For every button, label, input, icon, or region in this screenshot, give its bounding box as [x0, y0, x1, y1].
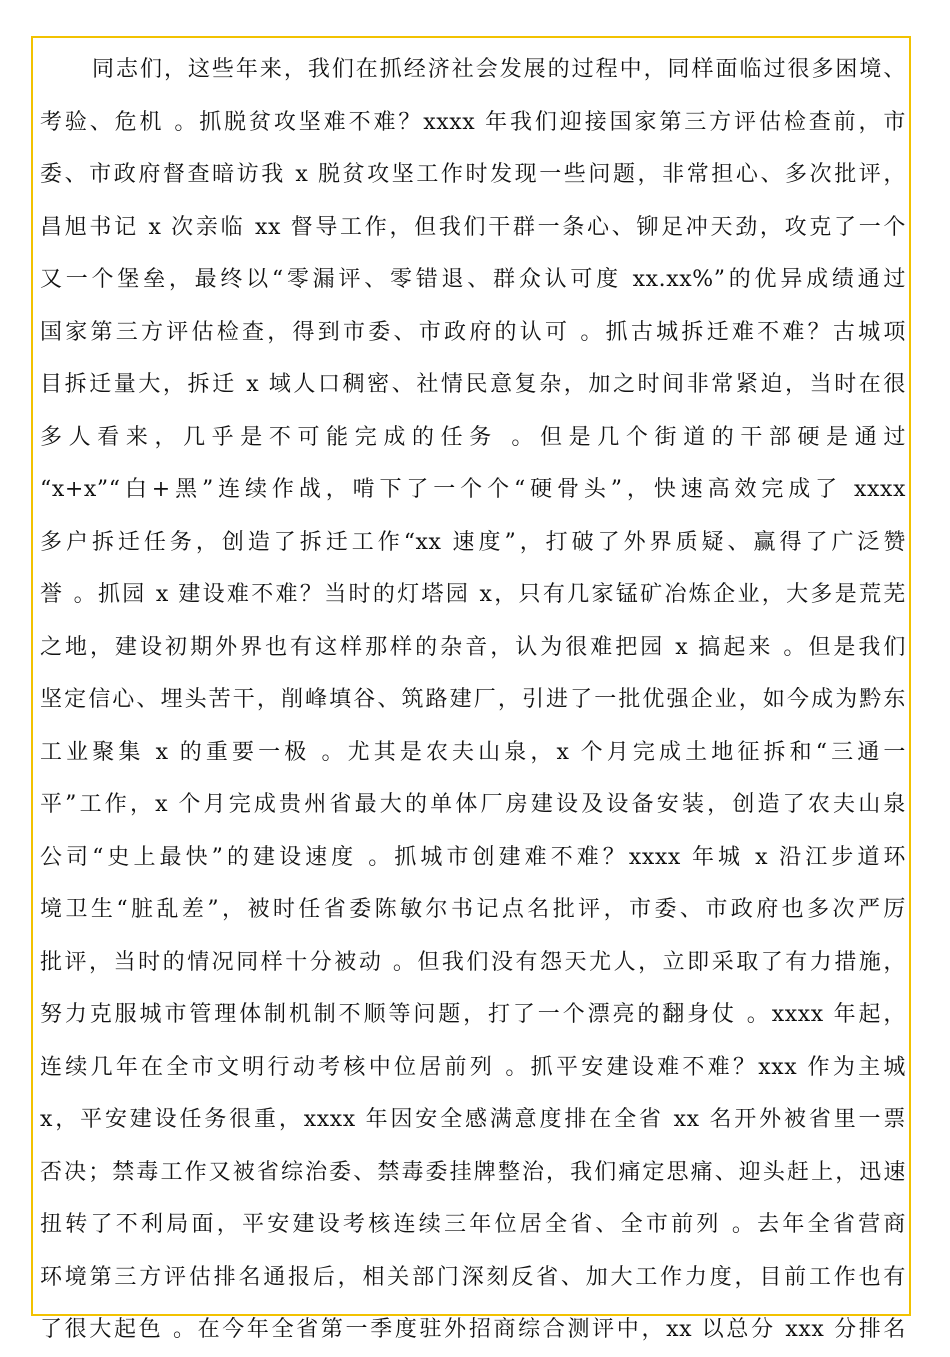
paragraph-line: 多户拆迁任务，创造了拆迁工作“xx 速度”，打破了外界质疑、赢得了广泛赞 [40, 529, 906, 555]
paragraph-line: 连续几年在全市文明行动考核中位居前列 。抓平安建设难不难？xxx 作为主城 [40, 1054, 906, 1080]
paragraph-line: 同志们，这些年来，我们在抓经济社会发展的过程中，同样面临过很多困境、 [92, 57, 906, 82]
paragraph-line: 多人看来，几乎是不可能完成的任务 。但是几个街道的干部硬是通过 [40, 424, 906, 450]
paragraph-line: 环境第三方评估排名通报后，相关部门深刻反省、加大工作力度，目前工作也有 [40, 1264, 906, 1290]
paragraph-line: 考验、危机 。抓脱贫攻坚难不难？xxxx 年我们迎接国家第三方评估检查前，市 [40, 109, 906, 135]
document-paragraph [40, 44, 906, 1357]
paragraph-line: 努力克服城市管理体制机制不顺等问题，打了一个漂亮的翻身仗 。xxxx 年起， [40, 1002, 906, 1027]
paragraph-line: 誉 。抓园 x 建设难不难？当时的灯塔园 x，只有几家锰矿冶炼企业，大多是荒芜 [40, 582, 906, 607]
paragraph-line: 坚定信心、埋头苦干，削峰填谷、筑路建厂，引进了一批优强企业，如今成为黔东 [40, 687, 906, 712]
paragraph-line: 批评，当时的情况同样十分被动 。但我们没有怨天尤人，立即采取了有力措施， [40, 949, 906, 975]
paragraph-line: 目拆迁量大，拆迁 x 域人口稠密、社情民意复杂，加之时间非常紧迫，当时在很 [40, 372, 906, 397]
paragraph-line: 境卫生“脏乱差”，被时任省委陈敏尔书记点名批评，市委、市政府也多次严厉 [40, 897, 906, 922]
paragraph-line: x，平安建设任务很重，xxxx 年因安全感满意度排在全省 xx 名开外被省里一票 [40, 1107, 906, 1132]
paragraph-line: 否决；禁毒工作又被省综治委、禁毒委挂牌整治，我们痛定思痛、迎头赶上，迅速 [40, 1159, 906, 1185]
paragraph-line: 扭转了不利局面，平安建设考核连续三年位居全省、全市前列 。去年全省营商 [40, 1212, 906, 1237]
paragraph-line: 平”工作，x 个月完成贵州省最大的单体厂房建设及设备安装，创造了农夫山泉 [40, 792, 906, 817]
paragraph-line: 委、市政府督查暗访我 x 脱贫攻坚工作时发现一些问题，非常担心、多次批评， [40, 162, 906, 187]
paragraph-line: “x+x”“白+黑”连续作战，啃下了一个个“硬骨头”，快速高效完成了 xxxx [40, 477, 906, 502]
paragraph-line: 公司“史上最快”的建设速度 。抓城市创建难不难？xxxx 年城 x 沿江步道环 [40, 844, 906, 870]
paragraph-line: 工业聚集 x 的重要一极 。尤其是农夫山泉，x 个月完成土地征拆和“三通一 [40, 739, 906, 765]
paragraph-line: 又一个堡垒，最终以“零漏评、零错退、群众认可度 xx.xx%”的优异成绩通过 [40, 267, 906, 292]
paragraph-line: 之地，建设初期外界也有这样那样的杂音，认为很难把园 x 搞起来 。但是我们 [40, 634, 906, 660]
paragraph-line: 了很大起色 。在今年全省第一季度驻外招商综合测评中，xx 以总分 xxx 分排名 [40, 1317, 906, 1342]
paragraph-line: 国家第三方评估检查，得到市委、市政府的认可 。抓古城拆迁难不难？古城项 [40, 319, 906, 345]
paragraph-line: 昌旭书记 x 次亲临 xx 督导工作，但我们干群一条心、铆足冲天劲，攻克了一个 [40, 214, 906, 240]
